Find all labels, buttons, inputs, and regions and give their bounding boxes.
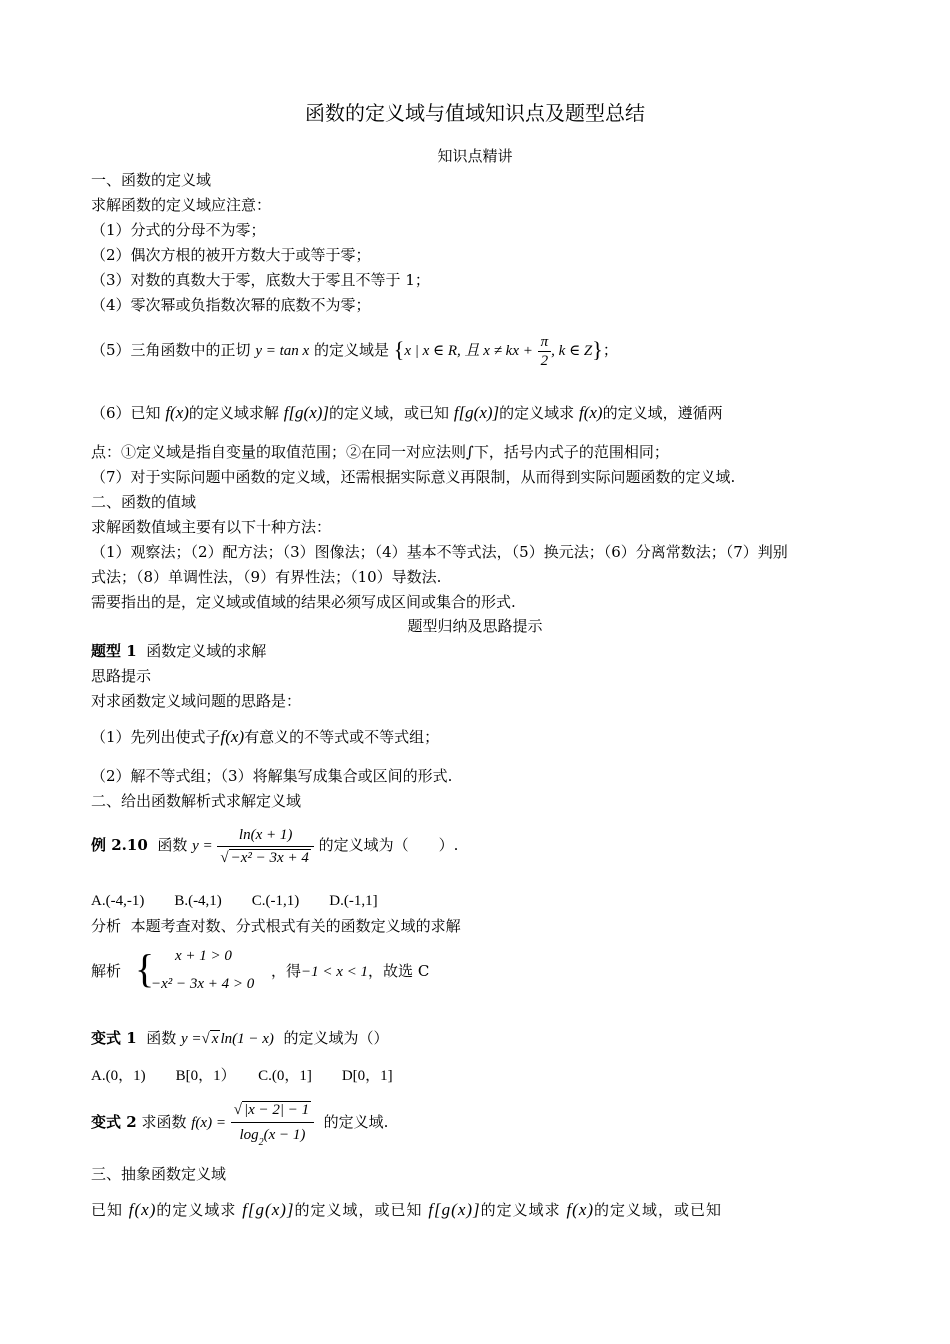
solution-ineq-1: x + 1 > 0 — [175, 948, 232, 964]
range-methods-line-2: 式法；（8）单调性法，（9）有界性法；（10）导数法. — [91, 568, 442, 586]
hint-intro: 对求函数定义域问题的思路是： — [91, 692, 302, 710]
range-intro: 求解函数值域主要有以下十种方法： — [91, 518, 332, 536]
tan-function: y = tan x — [255, 343, 310, 359]
heading-abstract-domain: 三、抽象函数定义域 — [91, 1165, 227, 1183]
rule-2: （2）偶次方根的被开方数大于或等于零； — [91, 246, 371, 264]
example-fraction: $\frac{\ln(x + 1)}{\text{√ −x² − 3x + 4}}$ — [217, 824, 313, 869]
rule-1: （1）分式的分母不为零； — [91, 221, 266, 239]
section-knowledge-heading: 知识点精讲 — [437, 147, 513, 165]
analysis: 分析 本题考查对数、分式根式有关的函数定义域的求解 — [91, 917, 461, 935]
rule-6: （6）已知 f(x)的定义域求解 f[g(x)]的定义域，或已知 f[g(x)]的定义域求 f(x)的定义域，遵循两 — [91, 403, 723, 422]
abstract-intro: 已知 f(x)的定义域求 f[g(x)]的定义域，或已知 f[g(x)]的定义域求 f(x)的定义域，或已知 — [91, 1200, 723, 1219]
variant-1-options: A.(0，1) B[0，1） C.(0，1] D[0，1] — [91, 1068, 393, 1084]
example-2-10: 例 2.10 函数 y = $\frac{\ln(x + 1)}{\text{√ −x² − 3x + 4}}$ 的定义域为（ ）. — [91, 820, 458, 871]
range-methods-line-1: （1）观察法；（2）配方法；（3）图像法；（4）基本不等式法，（5）换元法；（6）分离常数法；（7）判别 — [91, 543, 788, 561]
rule-3: （3）对数的真数大于零，底数大于零且不等于 1； — [91, 271, 430, 289]
format-note: 需要指出的是，定义域或值域的结果必须写成区间或集合的形式. — [91, 593, 516, 611]
heading-domain: 一、函数的定义域 — [91, 171, 212, 189]
heading-range: 二、函数的值域 — [91, 493, 197, 511]
document-page: 函数的定义域与值域知识点及题型总结 知识点精讲 一、函数的定义域 求解函数的定义域应注意： （1）分式的分母不为零； （2）偶次方根的被开方数大于或等于零； （3）对数的真数大于零，底数大于零且不等于 1； （4）零次幂或负指数次幂的底数不为零； （5）三角函数中的正切 y = tan x 的定义域是 {x | x ∈ R, 且 x ≠ kx + $\frac{\pi}{2}$ , k ∈ Z}； （6）已知 f(x)的定义域求解 f[g(x)]的定义域，或已知 f[g(x)]的定义域求 f(x)的定义域，遵循两 点：①定义域是指自变量的取值范围；②在同一对应法则∫下，括号内式子的范围相同； （7）对于实际问题中函数的定义域，还需根据实际意义再限制，从而得到实际问题函数的定义域. 二、函数的值域 求解函数值域主要有以下十种方法： （1）观察法；（2）配方法；（3）图像法；（4）基本不等式法，（5）换元法；（6）分离常数法；（7）判别 式法；（8）单调性法，（9）有界性法；（10）导数法. 需要指出的是，定义域或值域的结果必须写成区间或集合的形式. 题型归纳及思路提示 题型 1 函数定义域的求解 思路提示 对求函数定义域问题的思路是： （1）先列出使式子f(x)有意义的不等式或不等式组； （2）解不等式组；（3）将解集写成集合或区间的形式. 二、给出函数解析式求解定义域 例 2.10 函数 y = $\frac{\ln(x + 1)}{\text{√ −x² − 3x + 4}}$ 的定义域为（ ）. A.(-4,-1) B.(-4,1) C.(-1,1) D.(-1,1] 分析 本题考查对数、分式根式有关的函数定义域的求解 解析 { x + 1 > 0 −x² − 3x + 4 > 0 ，得−1 < x < 1，故选 C 变式 1 函数 y =√ x ln(1 − x) 的定义域为（） A.(0，1) B[0，1） C.(0，1] D[0，1] 变式 2 求函数 f(x) = $\frac{√ |x - 2| - 1}{\log_2(x - 1)}$ 的定义域. 三、抽象函数定义域 已知 f(x)的定义域求 f[g(x)]的定义域，或已知 f[g(x)]的定义域求 f(x)的定义域，或已知 — [0, 0, 950, 1344]
rule-4: （4）零次幂或负指数次幂的底数不为零； — [91, 296, 371, 314]
variant-2: 变式 2 求函数 f(x) = $\frac{√ |x - 2| - 1}{\log_2(x - 1)}$ 的定义域. — [91, 1094, 388, 1151]
hint-1: （1）先列出使式子f(x)有意义的不等式或不等式组； — [91, 727, 440, 746]
type-1-heading: 题型 1 函数定义域的求解 — [91, 642, 267, 660]
heading-explicit-domain: 二、给出函数解析式求解定义域 — [91, 792, 302, 810]
domain-intro: 求解函数的定义域应注意： — [91, 196, 272, 214]
rule-5: （5）三角函数中的正切 y = tan x 的定义域是 {x | x ∈ R, 且 x ≠ kx + $\frac{\pi}{2}$ , k ∈ Z}； — [91, 333, 618, 369]
pi-over-two: $\frac{\pi}{2}$ — [538, 333, 552, 370]
rule-7: （7）对于实际问题中函数的定义域，还需根据实际意义再限制，从而得到实际问题函数的定义域. — [91, 468, 736, 486]
hint-label: 思路提示 — [91, 667, 152, 685]
rule-6-continued: 点：①定义域是指自变量的取值范围；②在同一对应法则∫下，括号内式子的范围相同； — [91, 443, 669, 461]
solution-ineq-2: −x² − 3x + 4 > 0 — [151, 976, 255, 992]
example-options: A.(-4,-1) B.(-4,1) C.(-1,1) D.(-1,1] — [91, 893, 378, 909]
tan-domain-set: x | x ∈ R, 且 x ≠ kx + — [404, 343, 533, 359]
variant-2-fraction: $\frac{√ |x - 2| - 1}{\log_2(x - 1)}$ — [231, 1098, 314, 1149]
hint-2: （2）解不等式组；（3）将解集写成集合或区间的形式. — [91, 767, 453, 785]
section-types-heading: 题型归纳及思路提示 — [407, 617, 543, 635]
page-title: 函数的定义域与值域知识点及题型总结 — [305, 101, 645, 125]
variant-1: 变式 1 函数 y =√ x ln(1 − x) 的定义域为（） — [91, 1029, 389, 1047]
